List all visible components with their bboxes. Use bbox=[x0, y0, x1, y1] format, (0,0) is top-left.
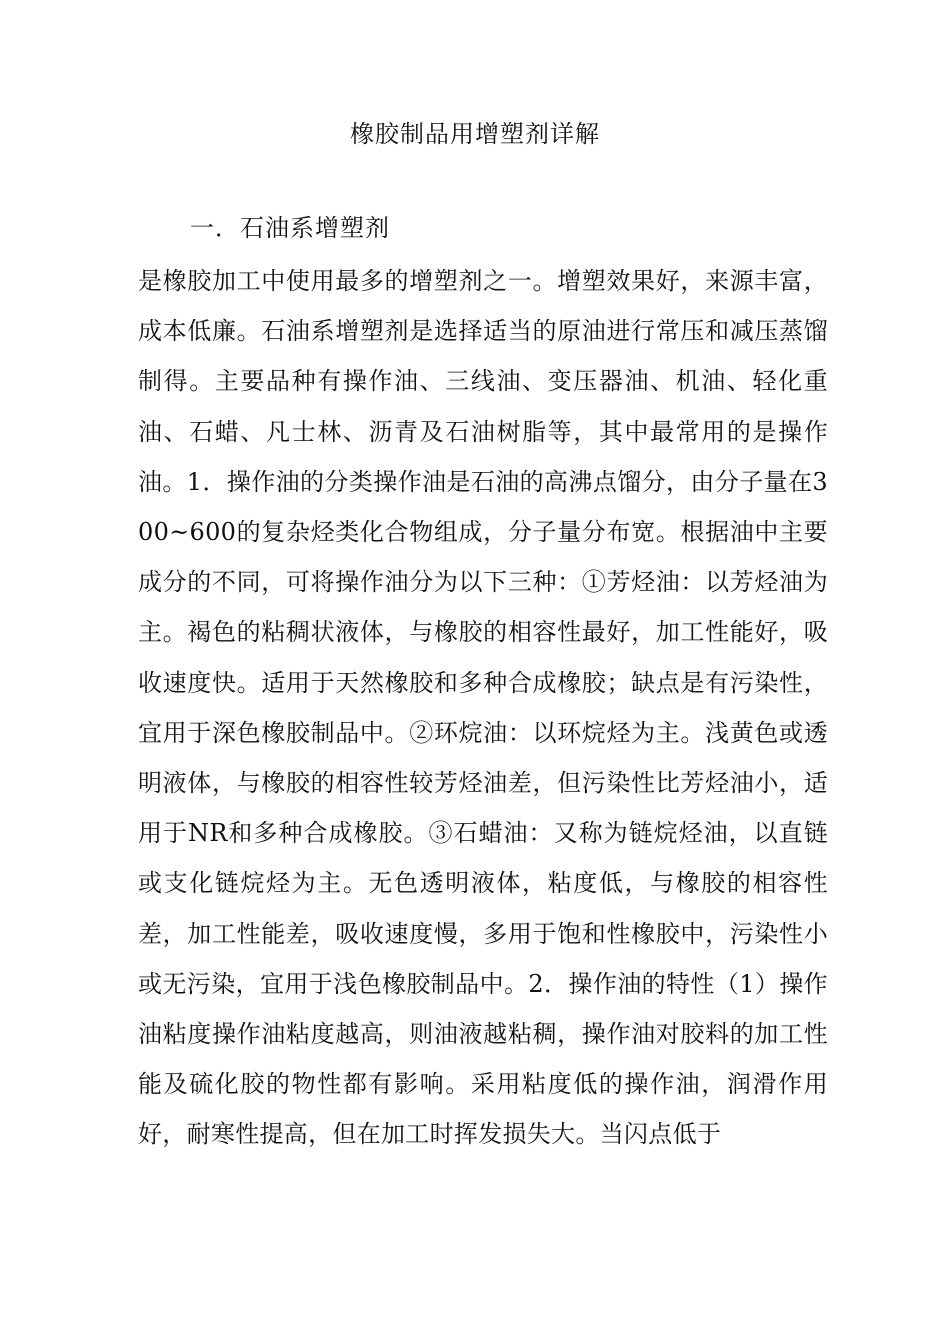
body-paragraph: 是橡胶加工中使用最多的增塑剂之一。增塑效果好，来源丰富，成本低廉。石油系增塑剂是选择适当的原油进行常压和减压蒸馏制得。主要品种有操作油、三线油、变压器油、机油、轻化重油、石蜡、凡士林、沥青及石油树脂等，其中最常用的是操作油。1．操作油的分类操作油是石油的高沸点馏分，由分子量在300~600的复杂烃类化合物组成，分子量分布宽。根据油中主要成分的不同，可将操作油分为以下三种：①芳烃油：以芳烃油为主。褐色的粘稠状液体，与橡胶的相容性最好，加工性能好，吸收速度快。适用于天然橡胶和多种合成橡胶；缺点是有污染性，宜用于深色橡胶制品中。②环烷油：以环烷烃为主。浅黄色或透明液体，与橡胶的相容性较芳烃油差，但污染性比芳烃油小，适用于NR和多种合成橡胶。③石蜡油：又称为链烷烃油，以直链或支化链烷烃为主。无色透明液体，粘度低，与橡胶的相容性差，加工性能差，吸收速度慢，多用于饱和性橡胶中，污染性小或无污染，宜用于浅色橡胶制品中。2．操作油的特性（1）操作油粘度操作油粘度越高，则油液越粘稠，操作油对胶料的加工性能及硫化胶的物性都有影响。采用粘度低的操作油，润滑作用好，耐寒性提高，但在加工时挥发损失大。当闪点低于 bbox=[138, 267, 828, 1149]
document-title: 橡胶制品用增塑剂详解 bbox=[350, 120, 600, 148]
section-heading: 一．石油系增塑剂 bbox=[190, 214, 390, 242]
